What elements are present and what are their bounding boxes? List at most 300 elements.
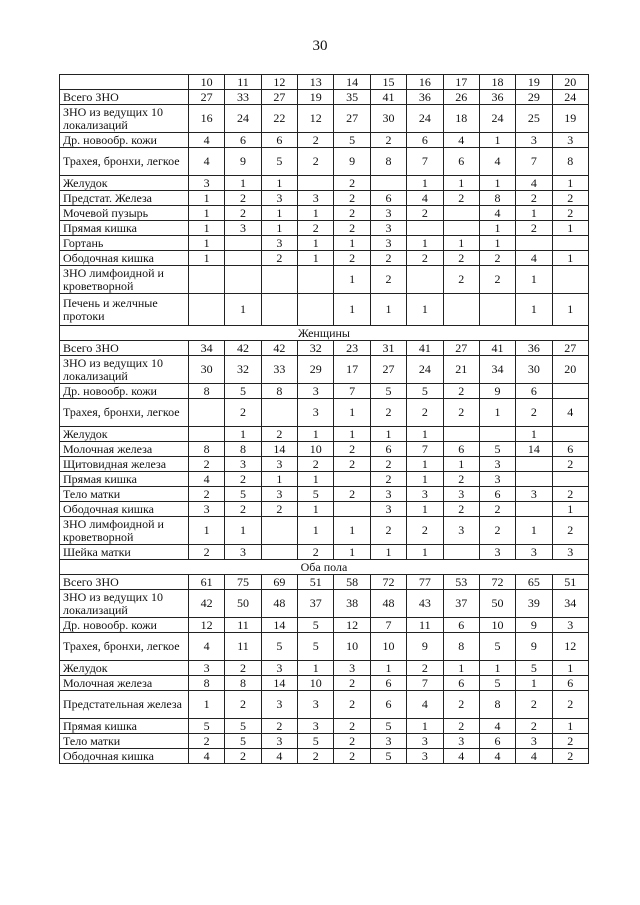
value-cell: 35 [334, 90, 370, 105]
value-cell: 1 [479, 176, 515, 191]
value-cell: 1 [298, 517, 334, 545]
header-year-cell: 20 [552, 75, 588, 90]
value-cell: 31 [370, 341, 406, 356]
table-row [60, 661, 589, 676]
value-cell: 2 [225, 206, 261, 221]
value-cell: 4 [479, 719, 515, 734]
value-cell: 5 [189, 719, 225, 734]
header-label-cell [60, 75, 189, 90]
value-cell [552, 472, 588, 487]
value-cell: 4 [443, 133, 479, 148]
value-cell: 5 [407, 384, 443, 399]
value-cell: 3 [552, 618, 588, 633]
value-cell: 1 [261, 472, 297, 487]
row-label: Всего ЗНО [60, 575, 189, 590]
row-label: Предстательная железа [60, 691, 189, 719]
value-cell: 53 [443, 575, 479, 590]
value-cell: 3 [370, 221, 406, 236]
value-cell: 2 [334, 719, 370, 734]
value-cell: 1 [479, 133, 515, 148]
value-cell: 2 [443, 384, 479, 399]
value-cell: 10 [298, 442, 334, 457]
value-cell: 25 [516, 105, 552, 133]
value-cell: 10 [370, 633, 406, 661]
page-number: 30 [312, 38, 328, 54]
value-cell: 2 [189, 734, 225, 749]
value-cell: 27 [370, 356, 406, 384]
row-label: Желудок [60, 661, 189, 676]
row-label: Тело матки [60, 487, 189, 502]
value-cell [552, 266, 588, 294]
value-cell: 6 [552, 676, 588, 691]
value-cell: 2 [189, 545, 225, 560]
value-cell: 2 [370, 399, 406, 427]
value-cell: 2 [261, 251, 297, 266]
value-cell: 3 [370, 236, 406, 251]
table-row [60, 133, 589, 148]
value-cell: 6 [370, 442, 406, 457]
value-cell: 5 [479, 442, 515, 457]
value-cell: 2 [407, 517, 443, 545]
value-cell: 1 [298, 427, 334, 442]
header-year-cell: 12 [261, 75, 297, 90]
value-cell: 75 [225, 575, 261, 590]
row-label: Гортань [60, 236, 189, 251]
value-cell: 10 [334, 633, 370, 661]
value-cell: 1 [189, 191, 225, 206]
value-cell: 3 [370, 487, 406, 502]
table-row [60, 427, 589, 442]
value-cell: 2 [370, 251, 406, 266]
row-label: Трахея, бронхи, легкое [60, 148, 189, 176]
value-cell: 6 [516, 384, 552, 399]
header-year-cell: 19 [516, 75, 552, 90]
row-label: Др. новообр. кожи [60, 618, 189, 633]
table-row [60, 734, 589, 749]
value-cell: 24 [479, 105, 515, 133]
value-cell: 32 [225, 356, 261, 384]
value-cell: 2 [334, 487, 370, 502]
value-cell: 3 [298, 719, 334, 734]
value-cell: 2 [334, 176, 370, 191]
value-cell: 3 [189, 502, 225, 517]
value-cell: 2 [225, 399, 261, 427]
value-cell: 1 [407, 294, 443, 326]
value-cell: 50 [225, 590, 261, 618]
value-cell: 1 [298, 251, 334, 266]
value-cell: 51 [552, 575, 588, 590]
table-row [60, 691, 589, 719]
value-cell: 2 [225, 191, 261, 206]
value-cell: 3 [261, 236, 297, 251]
value-cell: 24 [225, 105, 261, 133]
value-cell: 61 [189, 575, 225, 590]
value-cell: 2 [334, 191, 370, 206]
value-cell: 1 [334, 399, 370, 427]
row-label: Прямая кишка [60, 221, 189, 236]
value-cell: 1 [370, 545, 406, 560]
header-year-cell: 14 [334, 75, 370, 90]
value-cell: 4 [516, 749, 552, 764]
value-cell: 43 [407, 590, 443, 618]
value-cell: 37 [443, 590, 479, 618]
value-cell: 8 [225, 442, 261, 457]
value-cell: 2 [334, 221, 370, 236]
table-row [60, 251, 589, 266]
value-cell: 2 [407, 399, 443, 427]
value-cell: 2 [298, 457, 334, 472]
value-cell: 8 [189, 442, 225, 457]
value-cell: 1 [443, 457, 479, 472]
value-cell: 24 [407, 356, 443, 384]
value-cell: 1 [407, 502, 443, 517]
value-cell: 1 [552, 294, 588, 326]
value-cell: 5 [225, 384, 261, 399]
value-cell: 3 [261, 191, 297, 206]
table-row [60, 294, 589, 326]
value-cell: 3 [443, 734, 479, 749]
value-cell: 2 [443, 266, 479, 294]
value-cell: 5 [370, 719, 406, 734]
value-cell: 2 [479, 502, 515, 517]
value-cell: 32 [298, 341, 334, 356]
value-cell: 1 [298, 502, 334, 517]
value-cell: 11 [225, 618, 261, 633]
value-cell: 1 [552, 719, 588, 734]
value-cell: 4 [189, 133, 225, 148]
value-cell: 20 [552, 356, 588, 384]
value-cell: 1 [298, 236, 334, 251]
value-cell [516, 457, 552, 472]
value-cell: 2 [552, 734, 588, 749]
row-label: ЗНО лимфоидной и кроветворной [60, 517, 189, 545]
table-row [60, 221, 589, 236]
value-cell: 3 [516, 734, 552, 749]
value-cell: 1 [407, 472, 443, 487]
value-cell [298, 176, 334, 191]
value-cell: 7 [407, 442, 443, 457]
value-cell [516, 502, 552, 517]
value-cell: 6 [443, 618, 479, 633]
value-cell: 1 [552, 176, 588, 191]
row-label: Тело матки [60, 734, 189, 749]
row-label: Ободочная кишка [60, 502, 189, 517]
value-cell: 1 [225, 176, 261, 191]
row-label: Мочевой пузырь [60, 206, 189, 221]
value-cell: 2 [334, 734, 370, 749]
value-cell: 1 [370, 294, 406, 326]
value-cell: 1 [189, 691, 225, 719]
value-cell: 1 [334, 517, 370, 545]
value-cell: 2 [225, 502, 261, 517]
value-cell [189, 266, 225, 294]
value-cell: 3 [298, 399, 334, 427]
value-cell: 29 [298, 356, 334, 384]
value-cell: 3 [370, 734, 406, 749]
value-cell: 2 [189, 487, 225, 502]
value-cell: 2 [516, 221, 552, 236]
value-cell: 2 [443, 191, 479, 206]
value-cell: 1 [298, 472, 334, 487]
value-cell: 1 [298, 661, 334, 676]
value-cell: 2 [225, 749, 261, 764]
value-cell: 2 [261, 502, 297, 517]
header-year-cell: 18 [479, 75, 515, 90]
value-cell: 36 [479, 90, 515, 105]
value-cell: 6 [443, 148, 479, 176]
value-cell: 3 [261, 457, 297, 472]
value-cell: 12 [552, 633, 588, 661]
value-cell: 27 [334, 105, 370, 133]
value-cell: 1 [552, 661, 588, 676]
value-cell: 5 [479, 633, 515, 661]
value-cell: 1 [479, 221, 515, 236]
value-cell: 3 [225, 221, 261, 236]
value-cell [479, 427, 515, 442]
value-cell: 3 [298, 384, 334, 399]
value-cell: 2 [516, 719, 552, 734]
value-cell: 24 [407, 105, 443, 133]
value-cell: 5 [298, 633, 334, 661]
value-cell: 2 [189, 457, 225, 472]
value-cell [516, 236, 552, 251]
value-cell: 6 [370, 676, 406, 691]
value-cell: 2 [552, 749, 588, 764]
value-cell: 2 [552, 457, 588, 472]
value-cell: 1 [516, 266, 552, 294]
value-cell: 12 [189, 618, 225, 633]
row-label: Прямая кишка [60, 472, 189, 487]
value-cell: 4 [407, 691, 443, 719]
value-cell: 3 [479, 457, 515, 472]
value-cell: 2 [370, 266, 406, 294]
value-cell: 1 [516, 206, 552, 221]
value-cell [225, 266, 261, 294]
row-label: ЗНО лимфоидной и кроветворной [60, 266, 189, 294]
value-cell: 10 [479, 618, 515, 633]
value-cell: 3 [516, 133, 552, 148]
value-cell: 6 [479, 734, 515, 749]
value-cell: 6 [261, 133, 297, 148]
table-row [60, 105, 589, 133]
value-cell: 6 [479, 487, 515, 502]
header-year-cell: 17 [443, 75, 479, 90]
value-cell: 1 [334, 294, 370, 326]
value-cell: 1 [407, 427, 443, 442]
value-cell: 3 [261, 734, 297, 749]
value-cell: 9 [334, 148, 370, 176]
value-cell: 5 [479, 676, 515, 691]
value-cell: 36 [516, 341, 552, 356]
row-label: Трахея, бронхи, легкое [60, 633, 189, 661]
value-cell [261, 399, 297, 427]
value-cell: 2 [334, 676, 370, 691]
value-cell: 12 [334, 618, 370, 633]
row-label: Молочная железа [60, 442, 189, 457]
value-cell: 3 [261, 691, 297, 719]
value-cell: 8 [479, 691, 515, 719]
value-cell: 1 [479, 661, 515, 676]
value-cell: 58 [334, 575, 370, 590]
value-cell: 2 [443, 251, 479, 266]
value-cell: 2 [298, 221, 334, 236]
value-cell: 1 [443, 176, 479, 191]
row-label: Молочная железа [60, 676, 189, 691]
value-cell: 2 [298, 749, 334, 764]
value-cell: 1 [225, 427, 261, 442]
value-cell: 2 [479, 266, 515, 294]
value-cell [552, 427, 588, 442]
value-cell: 3 [298, 691, 334, 719]
value-cell: 69 [261, 575, 297, 590]
value-cell: 8 [552, 148, 588, 176]
value-cell: 2 [298, 148, 334, 176]
value-cell: 2 [225, 661, 261, 676]
value-cell [443, 294, 479, 326]
value-cell: 27 [443, 341, 479, 356]
value-cell [334, 502, 370, 517]
header-row [60, 75, 589, 90]
value-cell: 1 [189, 206, 225, 221]
row-label: Щитовидная железа [60, 457, 189, 472]
value-cell: 1 [552, 251, 588, 266]
value-cell: 7 [516, 148, 552, 176]
table-row [60, 206, 589, 221]
table-row [60, 266, 589, 294]
value-cell: 5 [334, 133, 370, 148]
value-cell [552, 384, 588, 399]
value-cell: 3 [479, 472, 515, 487]
row-label: Др. новообр. кожи [60, 384, 189, 399]
row-label: ЗНО из ведущих 10 локализаций [60, 356, 189, 384]
value-cell: 65 [516, 575, 552, 590]
value-cell: 8 [225, 676, 261, 691]
value-cell: 2 [407, 661, 443, 676]
value-cell [189, 427, 225, 442]
value-cell: 1 [189, 517, 225, 545]
row-label: ЗНО из ведущих 10 локализаций [60, 105, 189, 133]
value-cell: 8 [479, 191, 515, 206]
value-cell: 3 [334, 661, 370, 676]
value-cell: 2 [261, 427, 297, 442]
value-cell [407, 221, 443, 236]
value-cell [370, 176, 406, 191]
value-cell: 3 [516, 487, 552, 502]
value-cell: 2 [225, 691, 261, 719]
value-cell: 4 [479, 148, 515, 176]
value-cell: 2 [334, 442, 370, 457]
value-cell: 6 [552, 442, 588, 457]
value-cell: 3 [479, 545, 515, 560]
value-cell: 7 [334, 384, 370, 399]
table-row [60, 341, 589, 356]
value-cell: 77 [407, 575, 443, 590]
value-cell: 1 [189, 251, 225, 266]
value-cell: 5 [370, 384, 406, 399]
value-cell: 1 [407, 176, 443, 191]
value-cell: 3 [407, 734, 443, 749]
value-cell: 36 [407, 90, 443, 105]
header-year-cell: 15 [370, 75, 406, 90]
value-cell: 3 [552, 545, 588, 560]
value-cell: 4 [552, 399, 588, 427]
value-cell: 5 [298, 618, 334, 633]
value-cell: 8 [261, 384, 297, 399]
value-cell: 27 [189, 90, 225, 105]
value-cell: 2 [370, 517, 406, 545]
value-cell: 2 [479, 517, 515, 545]
value-cell: 19 [552, 105, 588, 133]
table-row [60, 719, 589, 734]
value-cell: 48 [261, 590, 297, 618]
value-cell: 3 [407, 749, 443, 764]
value-cell: 8 [370, 148, 406, 176]
value-cell: 2 [298, 133, 334, 148]
table-row [60, 517, 589, 545]
table-row [60, 148, 589, 176]
value-cell: 2 [552, 206, 588, 221]
value-cell [189, 399, 225, 427]
value-cell [189, 294, 225, 326]
value-cell: 5 [516, 661, 552, 676]
value-cell: 1 [407, 236, 443, 251]
value-cell: 3 [225, 457, 261, 472]
value-cell: 1 [334, 266, 370, 294]
value-cell: 3 [189, 661, 225, 676]
value-cell: 48 [370, 590, 406, 618]
value-cell: 34 [479, 356, 515, 384]
value-cell [261, 545, 297, 560]
value-cell: 6 [443, 676, 479, 691]
value-cell: 6 [370, 191, 406, 206]
value-cell: 2 [370, 133, 406, 148]
table-row [60, 442, 589, 457]
value-cell [225, 236, 261, 251]
value-cell [516, 472, 552, 487]
table-row [60, 618, 589, 633]
value-cell: 1 [189, 221, 225, 236]
value-cell: 3 [370, 206, 406, 221]
value-cell: 4 [407, 191, 443, 206]
value-cell: 5 [225, 734, 261, 749]
value-cell: 7 [407, 148, 443, 176]
value-cell [298, 294, 334, 326]
row-label: Трахея, бронхи, легкое [60, 399, 189, 427]
value-cell: 2 [443, 719, 479, 734]
header-year-cell: 10 [189, 75, 225, 90]
value-cell: 2 [298, 545, 334, 560]
value-cell: 3 [261, 661, 297, 676]
value-cell: 41 [370, 90, 406, 105]
value-cell: 7 [407, 676, 443, 691]
value-cell: 16 [189, 105, 225, 133]
value-cell: 42 [225, 341, 261, 356]
value-cell: 29 [516, 90, 552, 105]
value-cell: 9 [407, 633, 443, 661]
value-cell: 1 [370, 661, 406, 676]
value-cell: 27 [552, 341, 588, 356]
value-cell: 2 [479, 251, 515, 266]
value-cell: 5 [370, 749, 406, 764]
value-cell [479, 294, 515, 326]
table-row [60, 457, 589, 472]
value-cell: 2 [516, 191, 552, 206]
value-cell: 2 [334, 206, 370, 221]
value-cell: 51 [298, 575, 334, 590]
value-cell: 33 [225, 90, 261, 105]
value-cell: 23 [334, 341, 370, 356]
value-cell: 5 [225, 487, 261, 502]
